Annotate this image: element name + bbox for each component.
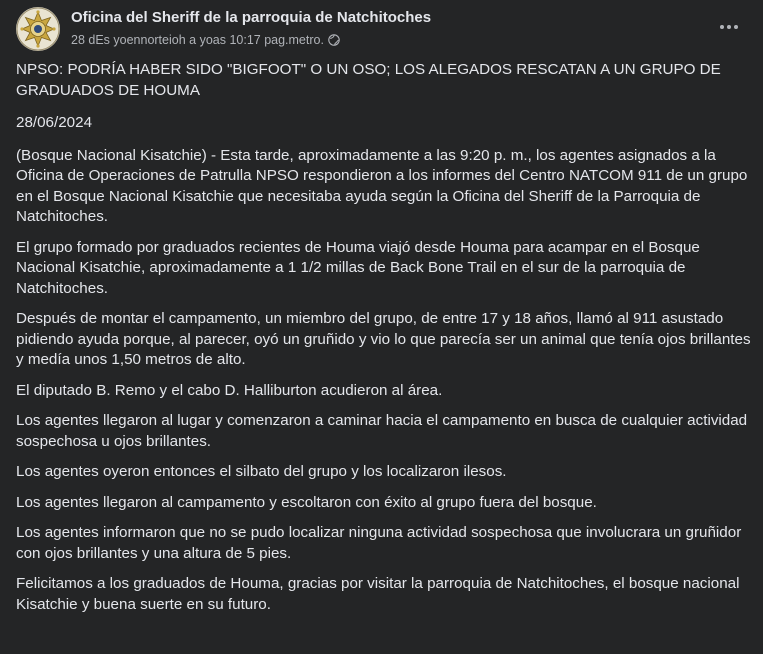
post-timestamp[interactable]: 28 dEs yoennorteioh a yoas 10:17 pag.metro. bbox=[71, 33, 324, 47]
post-meta bbox=[71, 33, 340, 47]
post-header bbox=[16, 7, 747, 51]
post-paragraph: Después de montar el campamento, un miembro del grupo, de entre 17 y 18 años, llamó al 911 asustado pidiendo ayuda porque, al parecer, oyó un gruñido y vio lo que parecía ser un animal que tenía ojos brillantes y medía unos 1,50 metros de alto. bbox=[16, 310, 751, 368]
post-paragraph: Los agentes llegaron al lugar y comenzaron a caminar hacia el campamento en busca de cualquier actividad sospechosa u ojos brillantes. bbox=[16, 412, 748, 450]
post-paragraph: Los agentes oyeron entonces el silbato del grupo y los localizaron ilesos. bbox=[16, 463, 507, 480]
sheriff-star-badge-icon[interactable] bbox=[16, 7, 60, 51]
globe-icon[interactable] bbox=[328, 34, 340, 46]
post-paragraph: Los agentes informaron que no se pudo localizar ninguna actividad sospechosa que involucrara un gruñidor con ojos brillantes y una altura de 5 pies. bbox=[16, 524, 742, 562]
more-horizontal-icon bbox=[719, 24, 739, 30]
post-paragraph: Felicitamos a los graduados de Houma, gracias por visitar la parroquia de Natchitoches, el bosque nacional Kisatchie y buena suerte en su futuro. bbox=[16, 575, 740, 613]
more-options-button[interactable] bbox=[711, 13, 747, 41]
post-paragraph: Los agentes llegaron al campamento y escoltaron con éxito al grupo fuera del bosque. bbox=[16, 493, 597, 511]
post-paragraph: El diputado B. Remo y el cabo D. Halliburton acudieron al área. bbox=[16, 381, 443, 399]
post-paragraph: (Bosque Nacional Kisatchie) - Esta tarde, aproximadamente a las 9:20 p. m., los agentes asignados a la Oficina de Operaciones de Patrulla NPSO respondieron a los informes del Centro NATCOM 911 de un grupo en el Bosque Nacional Kisatchie que necesitaba ayuda según la Oficina del Sheriff de la Parroquia de Natchitoches. bbox=[16, 146, 748, 225]
page-name-link[interactable]: Oficina del Sheriff de la parroquia de Natchitoches bbox=[71, 9, 432, 26]
post-content bbox=[16, 60, 751, 625]
post-paragraph: El grupo formado por graduados recientes de Houma viajó desde Houma para acampar en el Bosque Nacional Kisatchie, aproximadamente a 1 1/2 millas de Back Bone Trail en el sur de la parroquia de Natchitoches. bbox=[16, 238, 700, 297]
post-date: 28/06/2024 bbox=[16, 114, 93, 131]
post-title: NPSO: PODRÍA HABER SIDO "BIGFOOT" O UN OSO; LOS ALEGADOS RESCATAN A UN GRUPO DE GRADUADOS DE HOUMA bbox=[16, 61, 721, 99]
